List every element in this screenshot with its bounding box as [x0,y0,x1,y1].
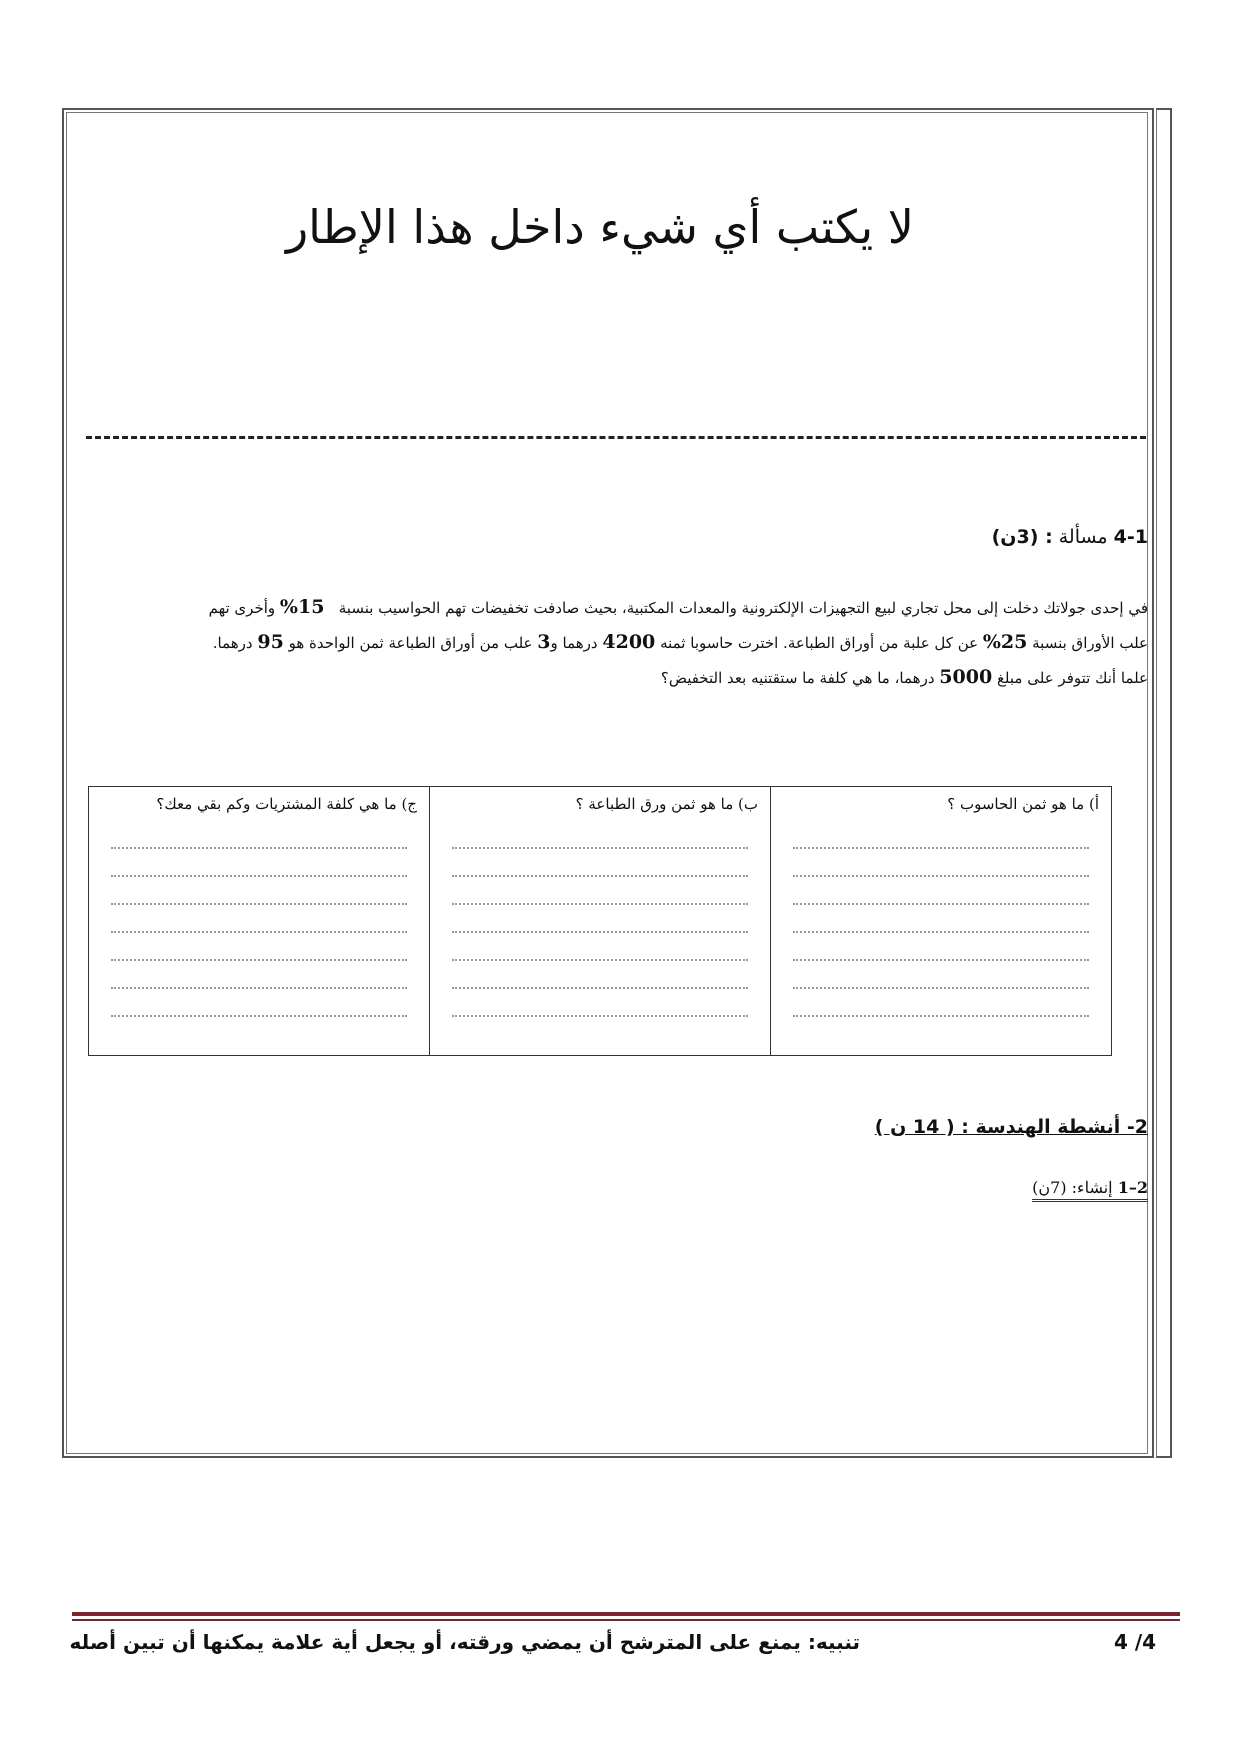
problem-text: في إحدى جولاتك دخلت إلى محل تجاري لبيع التجهيزات الإلكترونية والمعدات المكتبية، بحيث صادفت تخفيضات تهم الحواسيب بنسبة [338,599,1148,617]
problem-text: علب من أوراق الطباعة ثمن الواحدة هو [288,634,533,652]
answer-line [793,989,1089,1017]
construction-number: 2–1 [1117,1178,1148,1197]
answer-line [452,989,748,1017]
answer-line [452,905,748,933]
answer-line [111,961,407,989]
footer-rule-thin [72,1619,1180,1621]
paper-unit-price: 95 [257,631,284,653]
answer-line [452,877,748,905]
answer-line [793,849,1089,877]
geometry-section-title: 2- أنشطة الهندسة : ( 14 ن ) [874,1116,1148,1138]
answer-line [452,933,748,961]
paper-quantity: 3 [537,631,551,653]
answer-line [111,877,407,905]
answer-line [452,821,748,849]
footer-warning: تنبيه: يمنع على المترشح أن يمضي ورقته، أو يجعل أية علامة يمكنها أن تبين أصله [69,1630,860,1654]
answer-line [793,933,1089,961]
construction-subtitle [1032,1178,1148,1202]
discount-computers: 15% [279,596,325,618]
answer-line [111,821,407,849]
answer-cell-a[interactable] [771,787,1112,1056]
answer-line [793,961,1089,989]
question-a: أ) ما هو ثمن الحاسوب ؟ [947,795,1099,813]
problem-text: درهما و [550,634,598,652]
problem-text: درهما. [212,634,253,652]
question-c: ج) ما هي كلفة المشتريات وكم بقي معك؟ [156,795,417,813]
problem-points: : (3ن) [991,526,1053,548]
question-b: ب) ما هو ثمن ورق الطباعة ؟ [575,795,758,813]
footer-rule [72,1612,1180,1616]
construction-label: إنشاء: (7ن) [1032,1178,1113,1197]
answer-line [111,933,407,961]
problem-line-3 [86,660,1148,695]
cut-line [86,436,1146,439]
answer-line [452,849,748,877]
problem-text: علما أنك تتوفر على مبلغ [996,669,1148,687]
exam-frame-inner [66,112,1148,1454]
computer-price: 4200 [602,631,656,653]
problem-label: مسألة [1058,526,1108,548]
problem-text: درهما، ما هي كلفة ما ستقتنيه بعد التخفيض؟ [660,669,935,687]
answer-line [793,905,1089,933]
problem-text: وأخرى تهم [208,599,276,617]
answer-line [111,849,407,877]
answer-line [793,877,1089,905]
problem-heading [992,526,1148,548]
problem-number: 4-1 [1113,526,1148,548]
problem-text: علب الأوراق بنسبة [1032,634,1148,652]
page-number: 4 /4 [1114,1630,1157,1654]
answer-line [111,989,407,1017]
answer-line [111,905,407,933]
answer-cell-b[interactable] [430,787,771,1056]
answer-cell-c[interactable] [89,787,430,1056]
exam-frame-margin [1156,108,1172,1458]
available-amount: 5000 [939,666,993,688]
no-write-notice: لا يكتب أي شيء داخل هذا الإطار [285,200,915,254]
answer-table [88,786,1112,1056]
answer-line [793,821,1089,849]
problem-line-1 [86,590,1148,625]
problem-text: عن كل علبة من أوراق الطباعة. اخترت حاسوبا ثمنه [660,634,979,652]
problem-statement [86,590,1148,695]
problem-line-2 [86,625,1148,660]
answer-line [452,961,748,989]
discount-paper: 25% [982,631,1028,653]
